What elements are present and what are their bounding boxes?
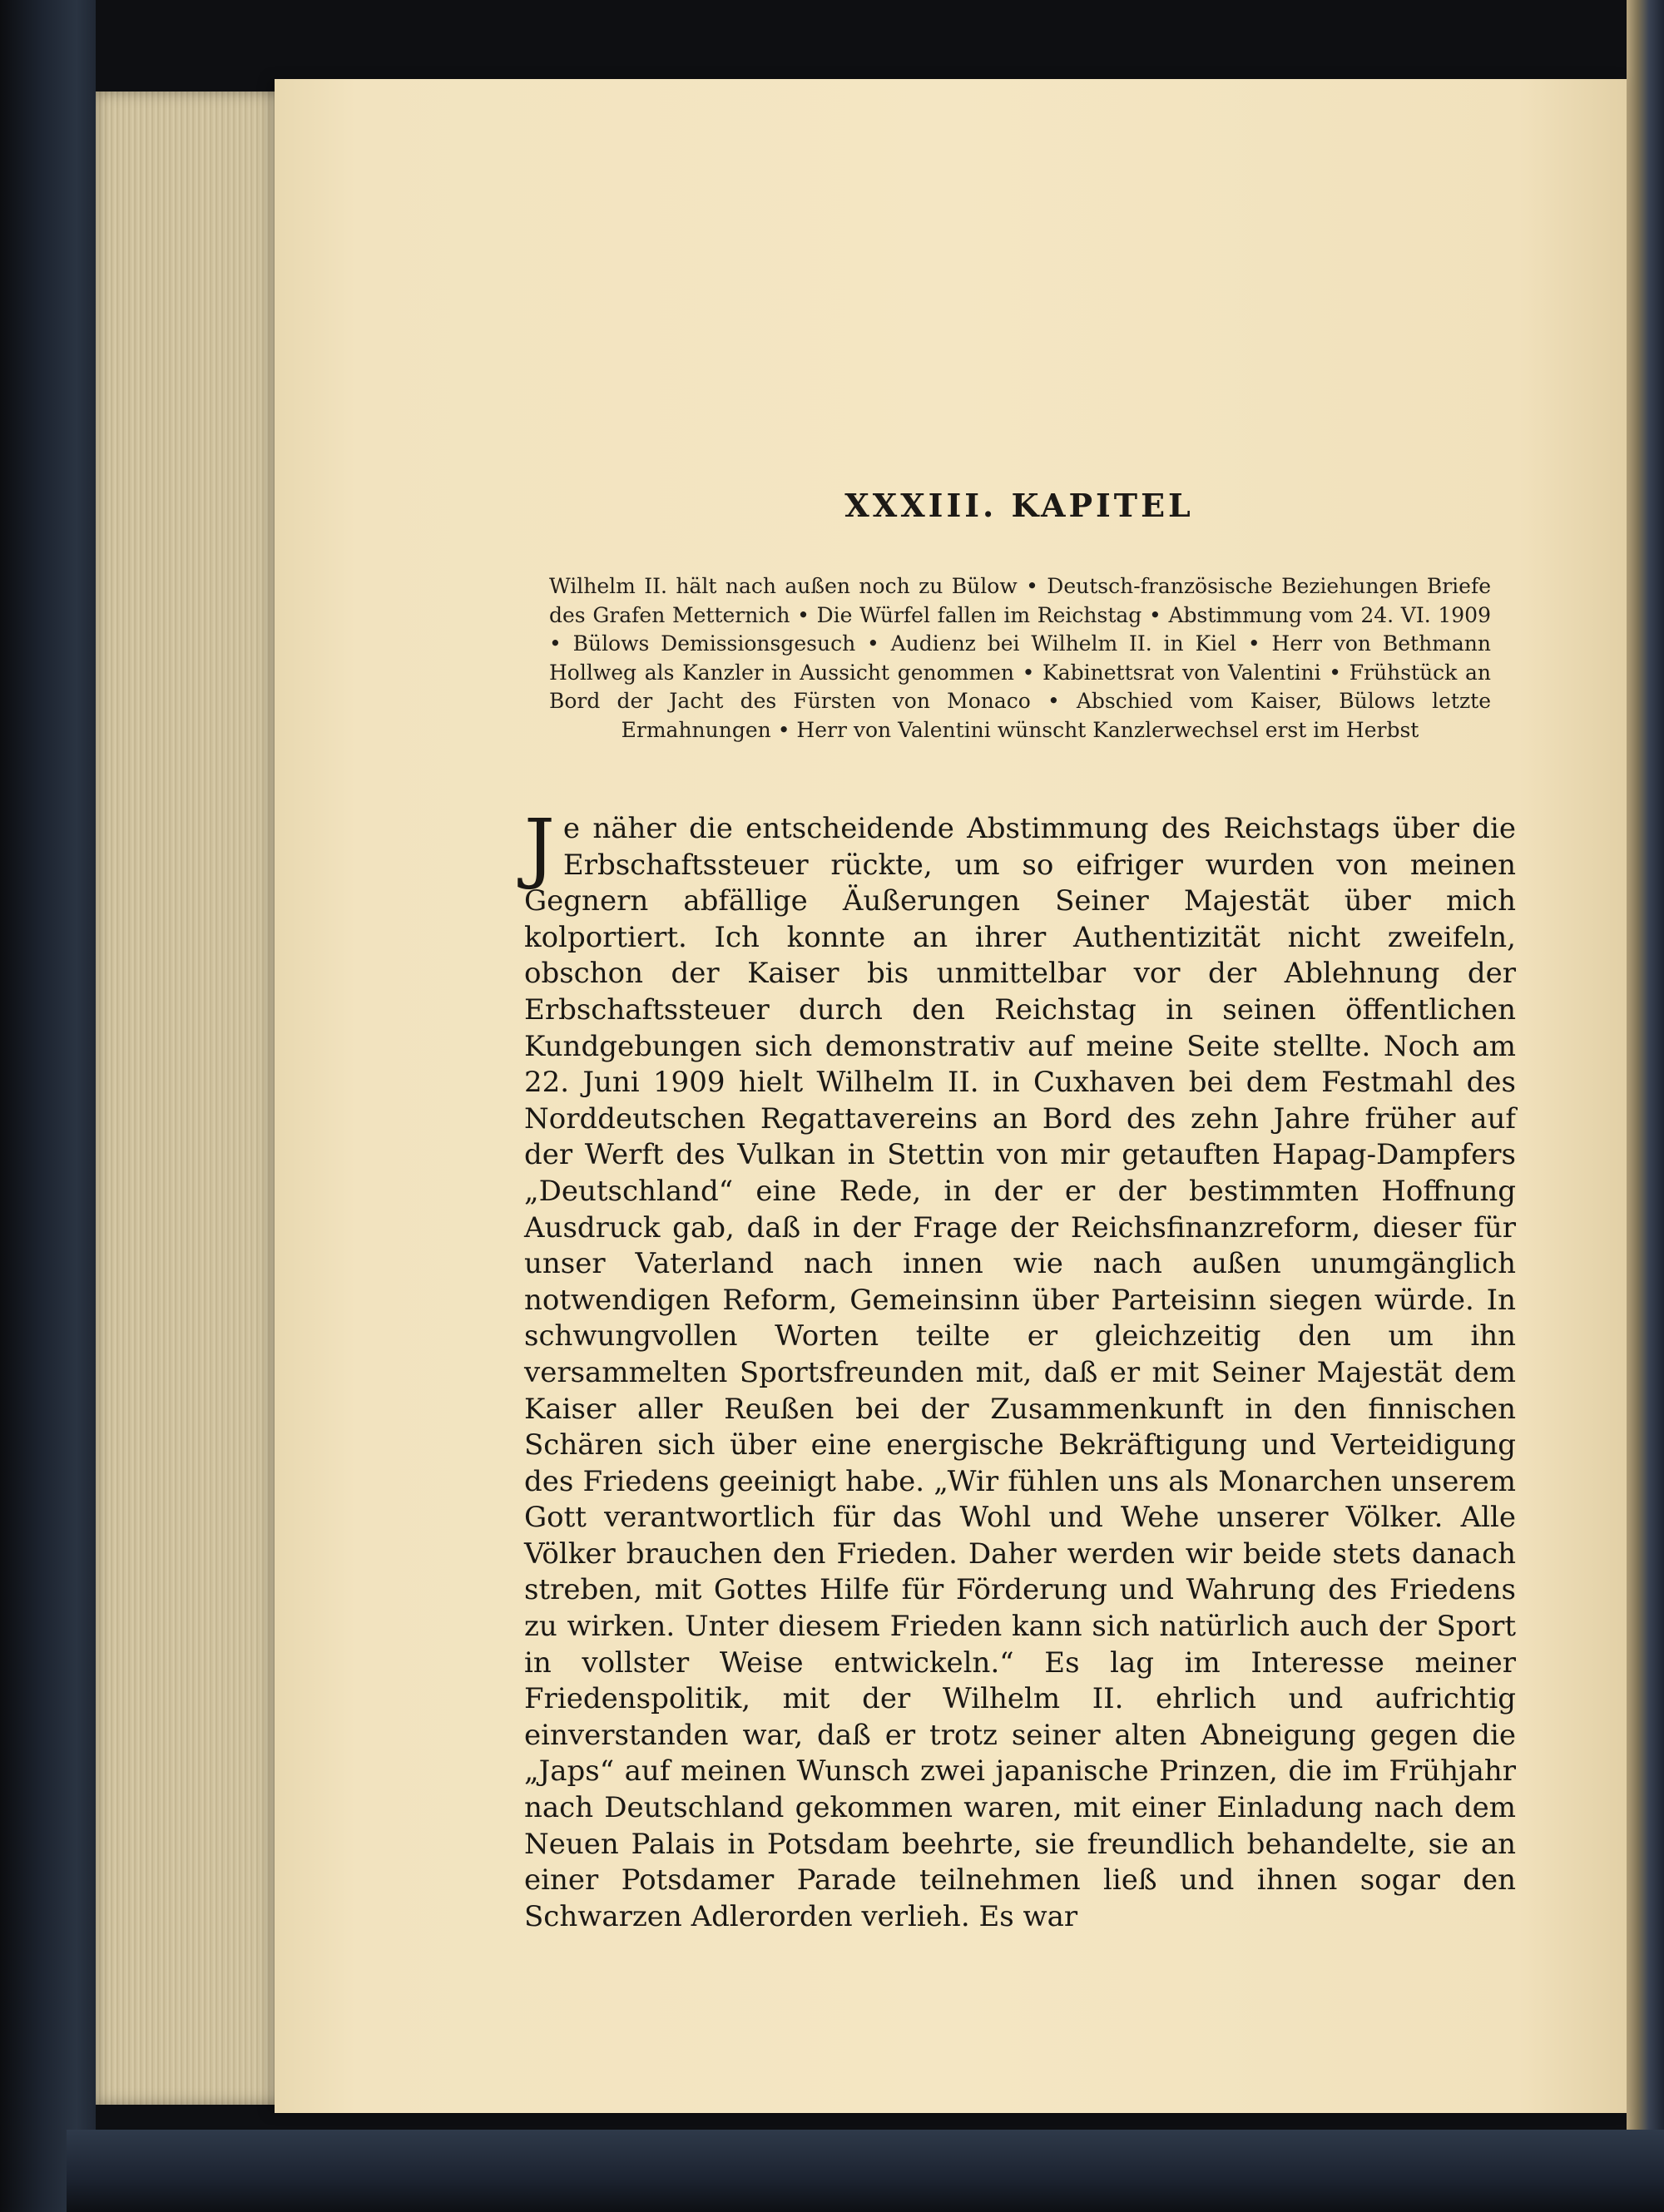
book-cover-left <box>0 0 96 2212</box>
body-paragraph <box>524 803 1516 1935</box>
chapter-title: XXXIII. KAPITEL <box>844 487 1194 524</box>
body-text: e näher die entscheidende Abstimmung des Reichstags über die Erbschaftssteuer rückte, um so eifriger wurden von meinen Gegnern abfällige Äußerungen Seiner Majestät über mich kolportiert. Ich konnte an ihrer Authentizität nicht zweifeln, obschon der Kaiser bis unmittelbar vor der Ablehnung der Erbschaftssteuer durch den Reichstag in seinen öffentlichen Kundgebungen sich demonstrativ auf meine Seite stellte. Noch am 22. Juni 1909 hielt Wilhelm II. in Cuxhaven bei dem Festmahl des Norddeutschen Regattavereins an Bord des zehn Jahre früher auf der Werft des Vulkan in Stettin von mir getauften Hapag-Dampfers „Deutschland“ eine Rede, in der er der bestimmten Hoffnung Ausdruck gab, daß in der Frage der Reichsfinanzreform, dieser für unser Vaterland nach innen wie nach außen unumgänglich notwendigen Reform, Gemeinsinn über Parteisinn siegen würde. In schwungvollen Worten teilte er gleichzeitig den um ihn versammelten Sportsfreunden mit, daß er mit Seiner Majestät dem Kaiser aller Reußen bei der Zusammenkunft in den finnischen Schären sich über eine energische Bekräftigung und Verteidigung des Friedens geeinigt habe. „Wir fühlen uns als Monarchen unserem Gott verantwortlich für das Wohl und Wehe unserer Völker. Alle Völker brauchen den Frieden. Daher werden wir beide stets danach streben, mit Gottes Hilfe für Förderung und Wahrung des Friedens zu wirken. Unter diesem Frieden kann sich natürlich auch der Sport in vollster Weise entwickeln.“ Es lag im Interesse meiner Friedenspolitik, mit der Wilhelm II. ehrlich und aufrichtig einverstanden war, daß er trotz seiner alten Abneigung gegen die „Japs“ auf meinen Wunsch zwei japanische Prinzen, die im Frühjahr nach Deutschland gekommen waren, mit einer Einladung nach dem Neuen Palais in Potsdam beehrte, sie freundlich behandelte, sie an einer Potsdamer Parade teilnehmen ließ und ihnen sogar den Schwarzen Adlerorden verlieh. Es war <box>524 812 1516 1933</box>
page-stack-edges <box>96 92 287 2105</box>
book-cover-bottom <box>67 2130 1664 2212</box>
drop-cap: J <box>524 803 555 892</box>
chapter-summary: Wilhelm II. hält nach außen noch zu Bülow • Deutsch-französische Beziehungen Briefe des Grafen Metternich • Die Würfel fallen im Reichstag • Abstimmung vom 24. VI. 1909 • Bülows Demissionsgesuch • Audienz bei Wilhelm II. in Kiel • Herr von Bethmann Hollweg als Kanzler in Aussicht genommen • Kabinettsrat von Valentini • Frühstück an Bord der Jacht des Fürsten von Monaco • Abschied vom Kaiser, Bülows letzte Ermahnungen • Herr von Valentini wünscht Kanzlerwechsel erst im Herbst <box>549 574 1491 742</box>
book-cover-right <box>1627 0 1664 2212</box>
